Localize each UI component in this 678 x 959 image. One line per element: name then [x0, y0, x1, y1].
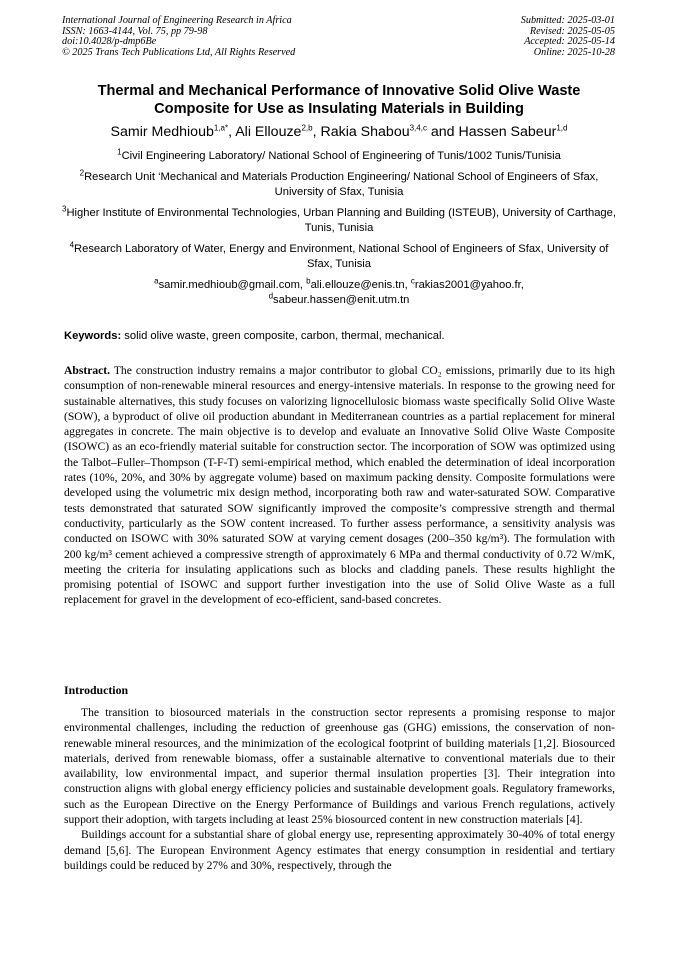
- journal-issn: ISSN: 1663-4144, Vol. 75, pp 79-98: [62, 25, 208, 37]
- date-accepted: Accepted: 2025-05-14: [524, 36, 615, 48]
- affiliation-mark: 1: [117, 147, 122, 157]
- author-affiliation-mark: 3,4,c: [409, 123, 427, 133]
- abstract-label: Abstract.: [64, 364, 111, 377]
- author-affiliation-mark: 1,d: [556, 123, 568, 133]
- email-mark: c: [410, 276, 415, 286]
- affiliation-1: [60, 149, 618, 164]
- date-submitted: Submitted: 2025-03-01: [520, 15, 615, 26]
- journal-copyright: © 2025 Trans Tech Publications Ltd, All Rights Reserved: [62, 46, 296, 58]
- email-mark: d: [268, 290, 274, 300]
- journal-doi[interactable]: doi:10.4028/p-dmp6Be: [62, 36, 157, 48]
- affiliation-3: [60, 206, 618, 235]
- keywords-label: Keywords:: [64, 330, 122, 342]
- title-line-1: Thermal and Mechanical Performance of Innovative Solid Olive Waste: [97, 83, 581, 99]
- date-revised: Revised: 2025-05-05: [529, 25, 615, 37]
- author-affiliation-mark: 1,a*: [213, 123, 229, 133]
- introduction-body: [64, 705, 615, 873]
- email-mark: b: [306, 276, 311, 286]
- email-address[interactable]: sabeur.hassen@enit.utm.tn: [273, 293, 410, 306]
- email-list: [60, 278, 618, 307]
- abstract-text: The construction industry remains a major contributor to global CO₂ emissions, primarily due to its high consumption of non-renewable mineral resources and energy-intensive materials. In response to the growing need for sustainable alternatives, this study focuses on valorizing lignocellulosic biomass waste specifically Solid Olive Waste (SOW), a byproduct of olive oil production abundant in Mediterranean countries as a partial replacement for mineral aggregates in concrete. The main objective is to develop and evaluate an Innovative Solid Olive Waste Composite (ISOWC) as an eco-friendly material suitable for construction sector. The incorporation of SOW was optimized using the Talbot–Fuller–Thompson (T-F-T) semi-empirical method, which enabled the determination of ideal incorporation rates (10%, 20%, and 30% by aggregate volume) based on maximum packing density. Composite formulations were developed using the volumetric mix design method, incorporating both raw and water-saturated SOW. Comparative tests demonstrated that saturated SOW significantly improved the composite’s compressive strength and thermal conductivity, particularly as the SOW content increased. To further assess performance, a sensitivity analysis was conducted on ISOWC with 30% saturated SOW at varying cement dosages (200–350 kg/m³). The formulation with 200 kg/m³ cement achieved a compressive strength of approximately 6 MPa and thermal conductivity of 0.72 W/mK, meeting the criteria for insulating applications such as blocks and cladding panels. These results highlight the promising potential of ISOWC and support further investigation into the use of Solid Olive Waste as a full replacement for gravel in the development of eco-efficient, sand-based concretes.: [64, 364, 615, 607]
- author-name: Rakia Shabou: [320, 124, 410, 140]
- affiliation-mark: 2: [79, 168, 85, 178]
- affiliation-text: Research Laboratory of Water, Energy and Environment, National School of Engineers of Sfax, University of Sfax, Tunisia: [74, 243, 609, 270]
- journal-header-left: [62, 16, 295, 58]
- author-separator: ,: [312, 124, 321, 140]
- affiliation-text: Civil Engineering Laboratory/ National School of Engineering of Tunis/1002 Tunis/Tunisia: [121, 150, 561, 162]
- paragraph: The transition to biosourced materials in the construction sector represents a promising response to major environmental challenges, including the reduction of greenhouse gas (GHG) emissions, the conservation of non-renewable mineral resources, and the minimization of the ecological footprint of building materials [1,2]. Biosourced materials, derived from renewable biomass, offer a sustainable alternative to conventional materials due to their availability, low environmental impact, and superior thermal insulation properties [3]. Their integration into construction aligns with global energy efficiency policies and sustainable development goals. Regulatory frameworks, such as the European Directive on the Energy Performance of Buildings and various French regulations, actively support their adoption, with targets including at least 25% biosourced content in new construction materials [4].: [64, 706, 615, 827]
- affiliation-text: Research Unit ‘Mechanical and Materials Production Engineering/ National School of Engineers of Sfax, University of Sfax, Tunisia: [84, 171, 599, 198]
- affiliation-mark: 3: [62, 204, 67, 214]
- author-name: Samir Medhioub: [110, 124, 214, 140]
- author-conjunction: and: [426, 124, 459, 140]
- affiliation-2: [60, 170, 618, 199]
- author-name: Hassen Sabeur: [458, 124, 557, 140]
- paragraph: Buildings account for a substantial share of global energy use, representing approximately 30-40% of total energy demand [5,6]. The European Environment Agency estimates that energy consumption in residential and tertiary buildings could be reduced by 27% and 30%, respectively, through the: [64, 828, 615, 872]
- author-list: [40, 124, 638, 141]
- section-heading-introduction: Introduction: [64, 683, 129, 697]
- email-mark: a: [154, 276, 159, 286]
- paper-title: [60, 82, 618, 118]
- affiliation-text: Higher Institute of Environmental Technologies, Urban Planning and Building (ISTEUB), University of Carthage, Tunis, Tunisia: [66, 207, 616, 234]
- author-separator: ,: [228, 124, 236, 140]
- keywords-text: solid olive waste, green composite, carbon, thermal, mechanical.: [121, 330, 445, 342]
- journal-header-right: [521, 16, 615, 58]
- email-line-2: [60, 290, 618, 308]
- date-online: Online: 2025-10-28: [533, 46, 615, 58]
- email-address[interactable]: samir.medhioub@gmail.com,: [158, 279, 307, 291]
- affiliation-4: [60, 242, 618, 271]
- keywords: [64, 329, 620, 343]
- email-address[interactable]: ali.ellouze@enis.tn,: [310, 279, 411, 291]
- title-line-2: Composite for Use as Insulating Materials in Building: [154, 101, 524, 117]
- abstract: [64, 363, 615, 608]
- journal-name: International Journal of Engineering Research in Africa: [62, 15, 292, 26]
- author-name: Ali Ellouze: [235, 124, 302, 140]
- author-affiliation-mark: 2,b: [301, 123, 313, 133]
- affiliation-mark: 4: [69, 240, 75, 250]
- email-address[interactable]: rakias2001@yahoo.fr,: [414, 279, 524, 291]
- email-line-1: [60, 278, 618, 293]
